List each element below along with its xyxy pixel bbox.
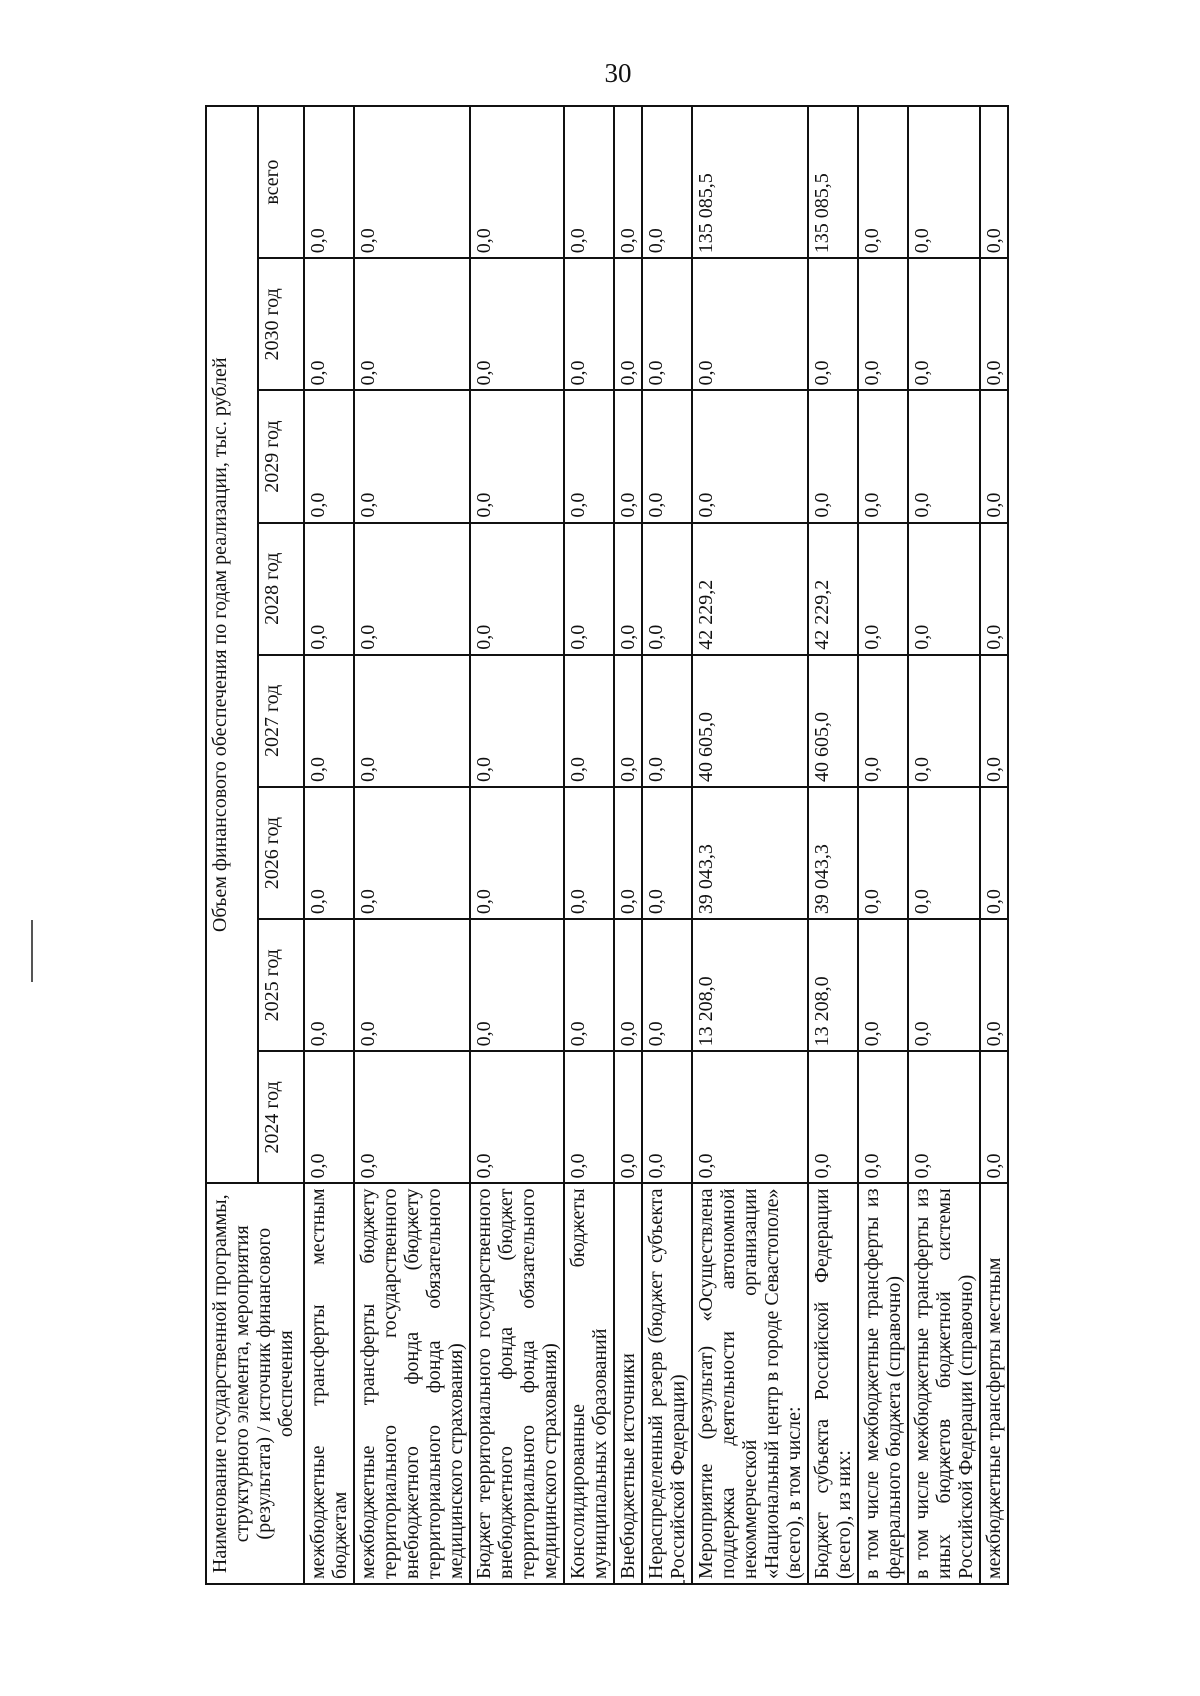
cell-total: 0,0	[614, 106, 642, 258]
table-row	[980, 106, 1008, 1584]
cell-value: 39 043,3	[808, 787, 858, 919]
rotated-table-wrapper	[205, 105, 1150, 1585]
cell-value: 40 605,0	[808, 655, 858, 787]
cell-value: 0,0	[354, 1051, 470, 1183]
table-row	[808, 106, 858, 1584]
scan-margin-mark	[31, 920, 33, 982]
table-row	[354, 106, 470, 1584]
cell-value: 13 208,0	[692, 919, 808, 1051]
cell-value: 42 229,2	[808, 523, 858, 655]
cell-value: 0,0	[642, 390, 692, 522]
cell-value: 0,0	[642, 258, 692, 390]
cell-value: 0,0	[470, 787, 564, 919]
cell-value: 0,0	[980, 258, 1008, 390]
cell-value: 0,0	[908, 655, 980, 787]
cell-value: 39 043,3	[692, 787, 808, 919]
cell-total: 0,0	[980, 106, 1008, 258]
cell-value: 0,0	[614, 787, 642, 919]
table-row	[858, 106, 908, 1584]
row-name: межбюджетные трансферты бюджету территориального государственного внебюджетного фонда (бюджету территориального фонда обязательного медицинского страхования)	[354, 1183, 470, 1584]
cell-value: 0,0	[692, 258, 808, 390]
cell-value: 0,0	[908, 1051, 980, 1183]
row-name: Внебюджетные источники	[614, 1183, 642, 1584]
cell-value: 0,0	[354, 523, 470, 655]
cell-value: 40 605,0	[692, 655, 808, 787]
cell-value: 0,0	[304, 258, 354, 390]
cell-value: 0,0	[692, 1051, 808, 1183]
cell-value: 0,0	[808, 258, 858, 390]
row-name: Бюджет субъекта Российской Федерации (всего), из них:	[808, 1183, 858, 1584]
cell-value: 0,0	[564, 390, 614, 522]
table-row	[614, 106, 642, 1584]
cell-total: 0,0	[354, 106, 470, 258]
cell-value: 42 229,2	[692, 523, 808, 655]
header-name-cell: Наименование государственной программы, структурного элемента, мероприятия (результата) / источник финансового обеспечения	[206, 1183, 304, 1584]
header-year-2027: 2027 год	[258, 655, 304, 787]
header-year-2026: 2026 год	[258, 787, 304, 919]
header-year-2030: 2030 год	[258, 258, 304, 390]
cell-value: 0,0	[564, 787, 614, 919]
cell-value: 0,0	[470, 1051, 564, 1183]
cell-value: 0,0	[614, 258, 642, 390]
cell-value: 0,0	[614, 390, 642, 522]
cell-value: 0,0	[304, 1051, 354, 1183]
cell-total: 0,0	[642, 106, 692, 258]
cell-value: 0,0	[980, 655, 1008, 787]
cell-total: 0,0	[564, 106, 614, 258]
cell-value: 0,0	[564, 919, 614, 1051]
cell-value: 0,0	[858, 655, 908, 787]
row-name: Мероприятие (результат) «Осуществлена поддержка деятельности автономной некоммерческой организации «Национальный центр в городе Севастополе» (всего), в том числе:	[692, 1183, 808, 1584]
cell-value: 0,0	[858, 787, 908, 919]
cell-total: 0,0	[470, 106, 564, 258]
header-year-2024: 2024 год	[258, 1051, 304, 1183]
cell-value: 0,0	[470, 655, 564, 787]
row-name: Консолидированные бюджеты муниципальных образований	[564, 1183, 614, 1584]
cell-value: 0,0	[908, 523, 980, 655]
cell-value: 0,0	[614, 655, 642, 787]
cell-value: 0,0	[614, 919, 642, 1051]
cell-value: 0,0	[808, 390, 858, 522]
cell-value: 0,0	[564, 523, 614, 655]
row-name: межбюджетные трансферты местным	[980, 1183, 1008, 1584]
row-name: в том числе межбюджетные трансферты из федерального бюджета (справочно)	[858, 1183, 908, 1584]
cell-value: 0,0	[980, 919, 1008, 1051]
cell-value: 0,0	[980, 390, 1008, 522]
cell-value: 0,0	[808, 1051, 858, 1183]
header-year-2025: 2025 год	[258, 919, 304, 1051]
cell-value: 0,0	[642, 787, 692, 919]
cell-value: 0,0	[304, 787, 354, 919]
cell-value: 0,0	[908, 919, 980, 1051]
header-volume-cell: Объем финансового обеспечения по годам реализации, тыс. рублей	[206, 106, 258, 1183]
cell-value: 0,0	[692, 390, 808, 522]
cell-total: 0,0	[304, 106, 354, 258]
cell-total: 0,0	[908, 106, 980, 258]
cell-value: 0,0	[614, 1051, 642, 1183]
page-number: 30	[604, 58, 632, 88]
cell-value: 0,0	[858, 919, 908, 1051]
cell-value: 0,0	[564, 1051, 614, 1183]
cell-value: 0,0	[354, 655, 470, 787]
cell-value: 0,0	[642, 1051, 692, 1183]
cell-value: 13 208,0	[808, 919, 858, 1051]
cell-value: 0,0	[304, 523, 354, 655]
table-row	[692, 106, 808, 1584]
cell-value: 0,0	[642, 523, 692, 655]
row-name: Нераспределенный резерв (бюджет субъекта Российской Федерации)	[642, 1183, 692, 1584]
cell-value: 0,0	[858, 258, 908, 390]
cell-value: 0,0	[354, 258, 470, 390]
cell-total: 0,0	[858, 106, 908, 258]
cell-value: 0,0	[908, 390, 980, 522]
cell-value: 0,0	[470, 919, 564, 1051]
financing-table	[205, 105, 1009, 1585]
cell-value: 0,0	[470, 390, 564, 522]
cell-value: 0,0	[470, 258, 564, 390]
cell-value: 0,0	[470, 523, 564, 655]
cell-total: 135 085,5	[808, 106, 858, 258]
cell-value: 0,0	[642, 655, 692, 787]
cell-value: 0,0	[354, 787, 470, 919]
header-total: всего	[258, 106, 304, 258]
cell-value: 0,0	[614, 523, 642, 655]
cell-value: 0,0	[354, 919, 470, 1051]
table-row	[564, 106, 614, 1584]
cell-value: 0,0	[858, 1051, 908, 1183]
cell-value: 0,0	[980, 1051, 1008, 1183]
cell-value: 0,0	[564, 258, 614, 390]
row-name: Бюджет территориального государственного внебюджетного фонда (бюджет территориального фонда обязательного медицинского страхования)	[470, 1183, 564, 1584]
cell-value: 0,0	[908, 258, 980, 390]
cell-value: 0,0	[858, 523, 908, 655]
table-row	[470, 106, 564, 1584]
cell-value: 0,0	[354, 390, 470, 522]
cell-value: 0,0	[304, 919, 354, 1051]
table-row	[908, 106, 980, 1584]
cell-value: 0,0	[304, 655, 354, 787]
cell-value: 0,0	[304, 390, 354, 522]
cell-value: 0,0	[564, 655, 614, 787]
table-row	[304, 106, 354, 1584]
cell-value: 0,0	[980, 523, 1008, 655]
row-name: в том числе межбюджетные трансферты из иных бюджетов бюджетной системы Российской Федерации (справочно)	[908, 1183, 980, 1584]
cell-value: 0,0	[642, 919, 692, 1051]
cell-value: 0,0	[908, 787, 980, 919]
cell-value: 0,0	[980, 787, 1008, 919]
row-name: межбюджетные трансферты местным бюджетам	[304, 1183, 354, 1584]
cell-value: 0,0	[858, 390, 908, 522]
cell-total: 135 085,5	[692, 106, 808, 258]
table-row	[642, 106, 692, 1584]
header-year-2029: 2029 год	[258, 390, 304, 522]
header-year-2028: 2028 год	[258, 523, 304, 655]
